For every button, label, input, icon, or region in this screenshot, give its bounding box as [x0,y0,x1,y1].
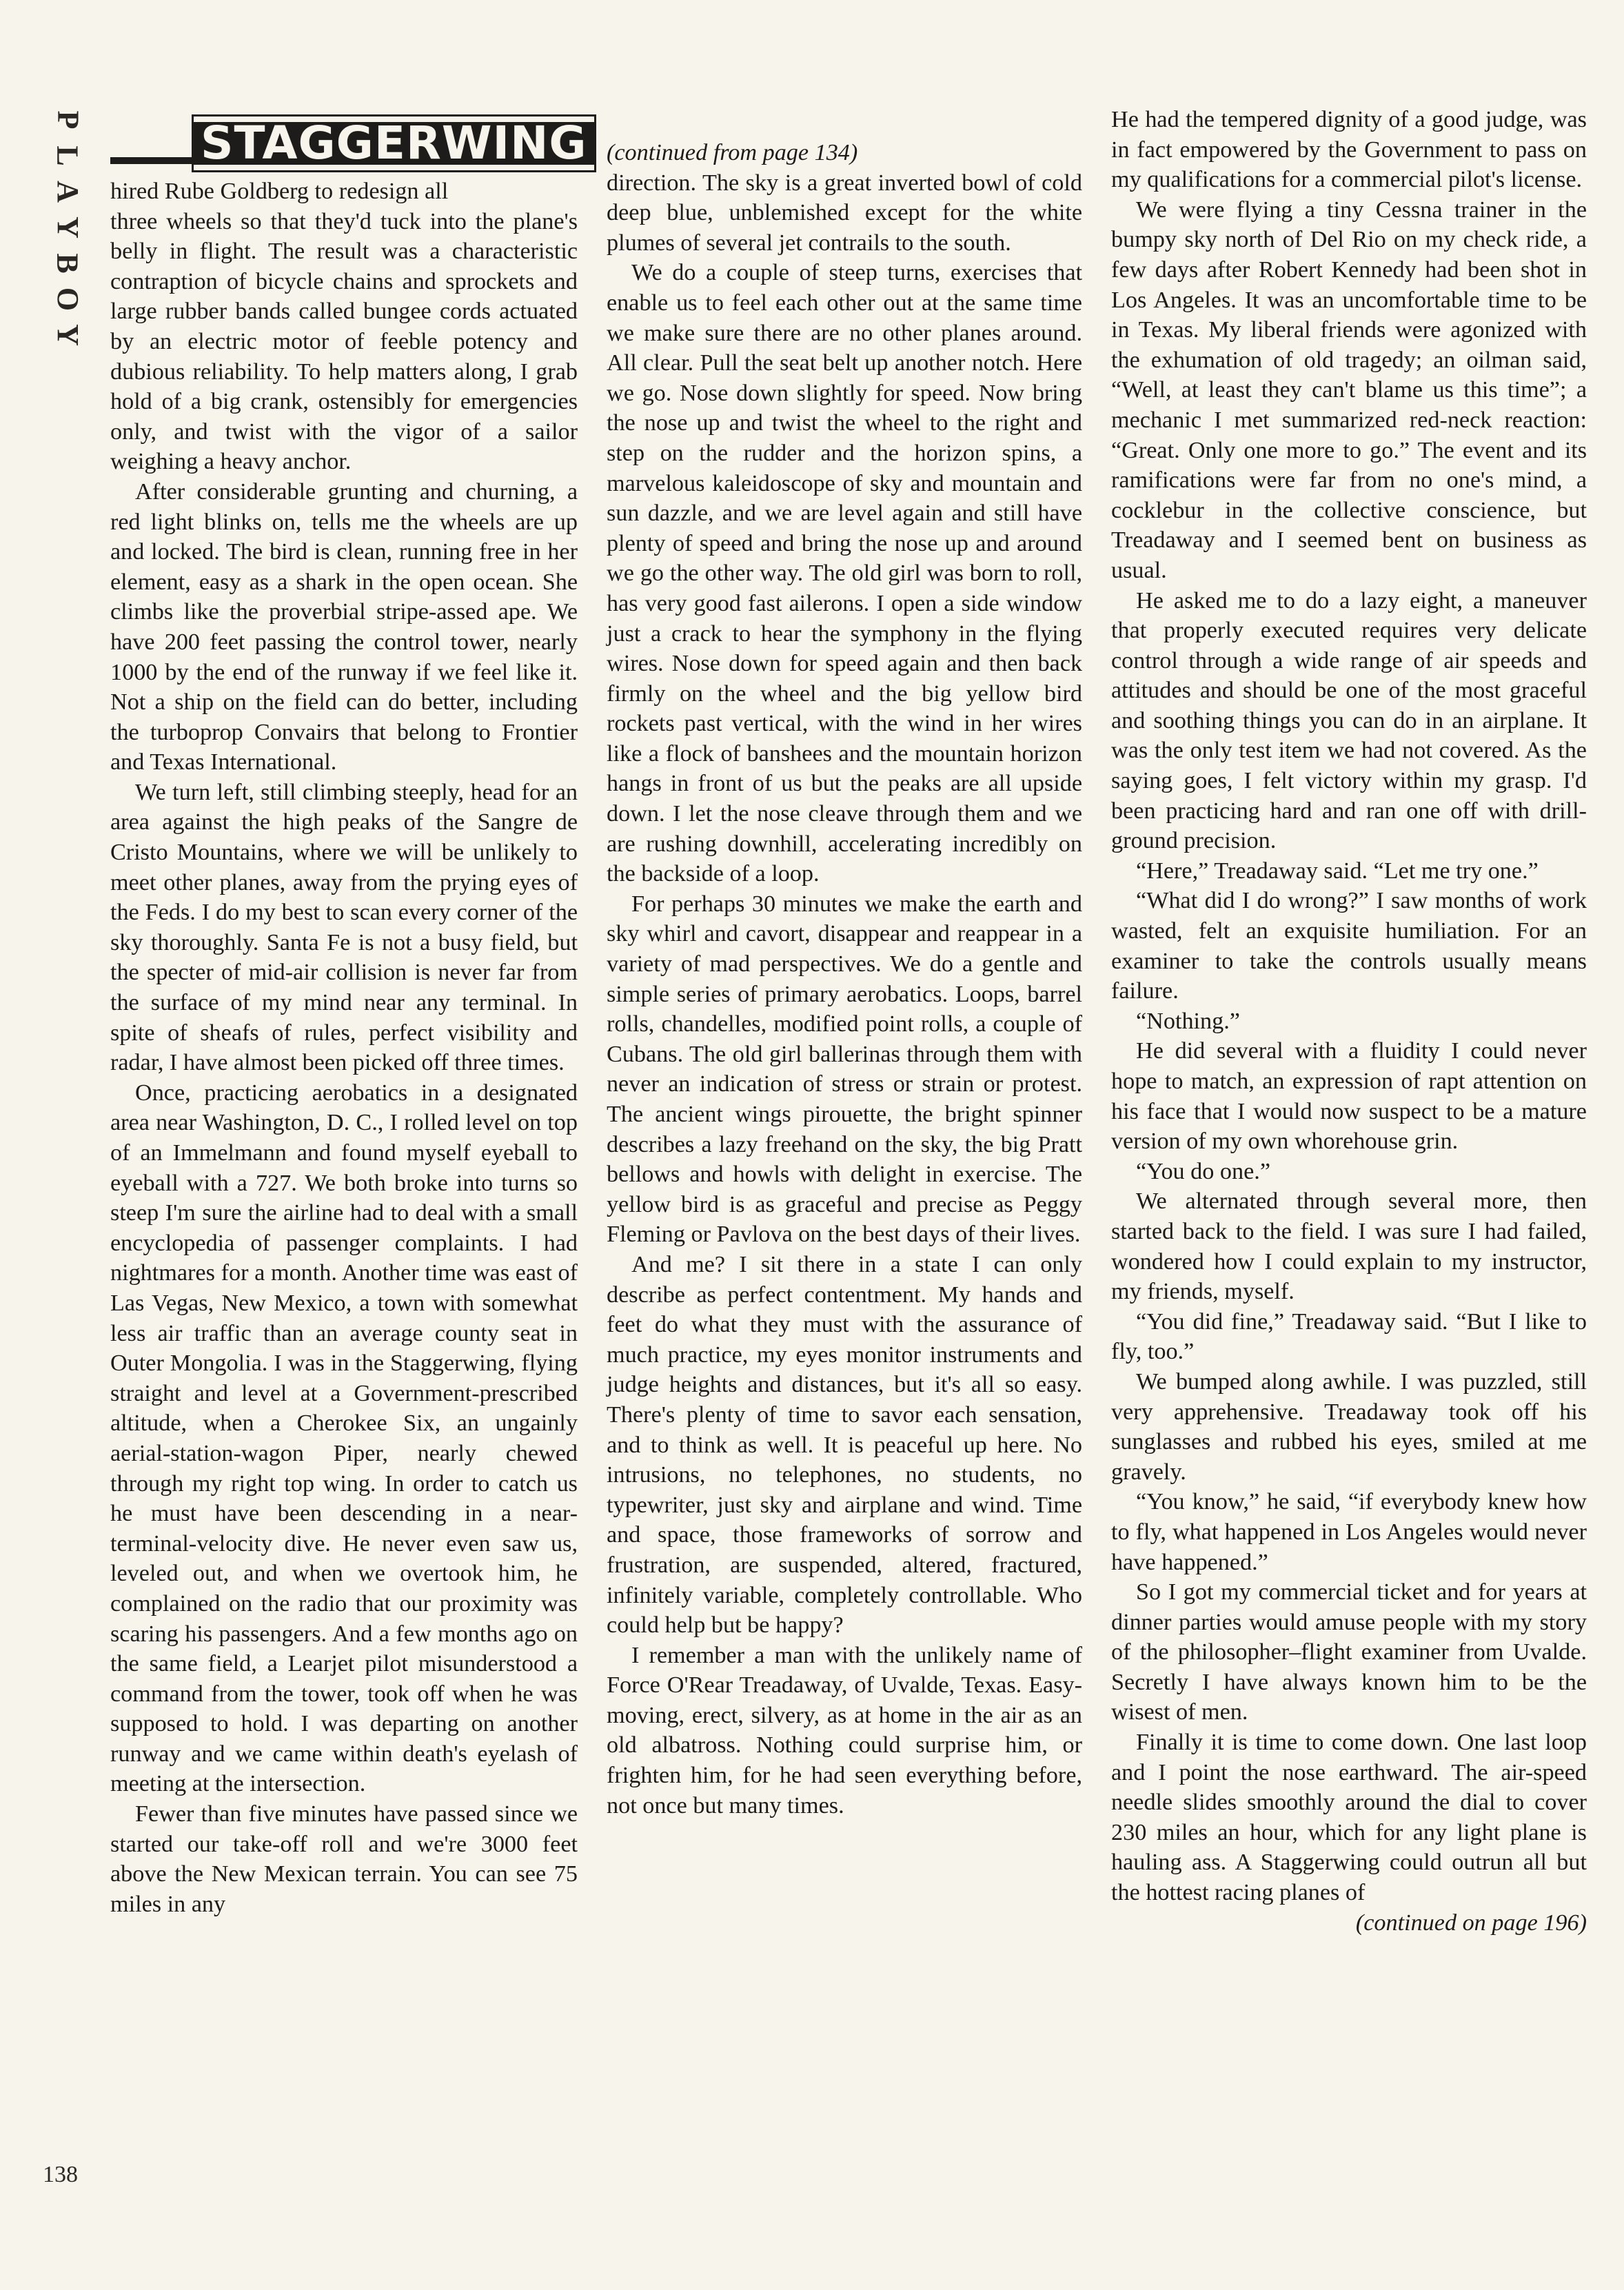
magazine-name-letter: Y [51,216,85,239]
paragraph: Fewer than five minutes have passed since we started our take-off roll and we're 3000 feet above the New Mexican terrain. You can see 75 miles in any [110,1801,578,1917]
continued-on-note: (continued on page 196) [1355,1909,1587,1936]
paragraph: Once, practicing aerobatics in a designated area near Washington, D. C., I rolled level on top of an Immelmann and found myself eyeball to eyeball with a 727. We both broke into turns so steep I'm sure the airline had to deal with a small encyclopedia of passenger complaints. I had nightmares for a month. Another time was east of Las Vegas, New Mexico, a town with somewhat less air traffic than an average county seat in Outer Mongolia. I was in the Staggerwing, flying straight and level at a Government-prescribed altitude, when a Cherokee Six, an ungainly aerial-station-wagon Piper, nearly chewed through my right top wing. In order to catch us he must have been descending in a near-terminal-velocity dive. He never even saw us, leveled out, and when we overtook him, he complained on the radio that our proximity was scaring his passengers. And a few months ago on the same field, a Learjet pilot misunderstood a command from the tower, took off when he was supposed to hold. I was departing on another runway and we came within death's eyelash of meeting at the intersection. [110,1080,578,1797]
paragraph: He did several with a fluidity I could never hope to match, an expression of rapt attention on his face that I would now suspect to be a mature version of my own whorehouse grin. [1111,1038,1587,1155]
magazine-name-letter: O [50,287,85,312]
magazine-name-letter: A [51,181,85,203]
magazine-name-letter: B [50,253,85,274]
paragraph: He had the tempered dignity of a good judge, was in fact empowered by the Government to pass on my qualifications for a commercial pilot's license. [1111,107,1587,193]
article-logo-text: STAGGERWING [192,114,596,172]
paragraph: “Nothing.” [1136,1008,1240,1034]
paragraph: “You did fine,” Treadaway said. “But I like to fly, too.” [1111,1308,1587,1365]
text-column-3 [1111,0,1587,2290]
paragraph: We do a couple of steep turns, exercises that enable us to feel each other out at the same time we make sure there are no other planes around. All clear. Pull the seat belt up another notch. Here we go. Nose down slightly for speed. Now bring the nose up and twist the wheel to the right and step on the rudder and the horizon spins, a marvelous kaleidoscope of sky and mountain and sun dazzle, and we are level again and still have plenty of speed and bring the nose up and around we go the other way. The old girl was born to roll, has very good fast ailerons. I open a side window just a crack to hear the symphony in the flying wires. Nose down for speed again and then back firmly on the wheel and the big yellow bird rockets past vertical, with the wind in her wires like a flock of banshees and the mountain horizon hangs in front of us but the peaks are all upside down. I let the nose cleave through them and we are rushing downhill, accelerating incredibly on the backside of a loop. [607,260,1082,887]
magazine-name-letter: Y [51,324,85,346]
paragraph: “Here,” Treadaway said. “Let me try one.” [1136,858,1539,884]
column1-first-line: hired Rube Goldberg to redesign all [110,179,449,204]
paragraph: Finally it is time to come down. One last loop and I point the nose earthward. The air-speed needle slides smoothly around the dial to cover 230 miles an hour, which for any light plane is hauling ass. A Staggerwing could outrun all but the hottest racing planes of [1111,1730,1587,1906]
paragraph: I remember a man with the unlikely name of Force O'Rear Treadaway, of Uvalde, Texas. Easy-moving, erect, silvery, as at home in the air as an old albatross. Nothing could surprise him, or frighten him, for he had seen everything before, not once but many times. [607,1642,1082,1818]
paragraph: He asked me to do a lazy eight, a maneuver that properly executed requires very delicate control through a wide range of air speeds and attitudes and should be one of the most graceful and soothing things you can do in an airplane. It was the only test item we had not covered. As the saying goes, I felt victory within my grasp. I'd been practicing hard and ran one off with drill-ground precision. [1111,587,1587,854]
paragraph: We were flying a tiny Cessna trainer in the bumpy sky north of Del Rio on my check ride, a few days after Robert Kennedy had been shot in Los Angeles. It was an uncomfortable time to be in Texas. My liberal friends were agonized with the exhumation of old tragedy; an oilman said, “Well, at least they can't blame us this time”; a mechanic I met summarized red-neck reaction: “Great. Only one more to go.” The event and its ramifications were far from no one's mind, a cocklebur in the collective conscience, but Treadaway and I seemed bent on business as usual. [1111,196,1587,583]
continued-from-note: (continued from page 134) [607,140,858,165]
magazine-name-letter: L [50,145,85,166]
paragraph: We alternated through several more, then started back to the field. I was sure I had failed, wondered how I could explain to my instructor, my friends, myself. [1111,1188,1587,1305]
paragraph: “You know,” he said, “if everybody knew how to fly, what happened in Los Angeles would never have happened.” [1111,1489,1587,1575]
paragraph: direction. The sky is a great inverted bowl of cold deep blue, unblemished except for the white plumes of several jet contrails to the south. [607,170,1082,256]
paragraph: So I got my commercial ticket and for years at dinner parties would amuse people with my story of the philosopher–flight examiner from Uvalde. Secretly I have always known him to be the wisest of men. [1111,1579,1587,1725]
text-column-1 [110,0,578,2290]
magazine-name-letter: P [50,110,85,130]
paragraph: For perhaps 30 minutes we make the earth and sky whirl and cavort, disappear and reappear in a variety of mad perspectives. We do a gentle and simple series of primary aerobatics. Loops, barrel rolls, chandelles, modified point rolls, a couple of Cubans. The old girl ballerinas through them with never an indication of stress or strain or protest. The ancient wings pirouette, the bright spinner describes a lazy freehand on the sky, the big Pratt bellows and howls with delight in exercise. The yellow bird is as graceful and precise as Peggy Fleming or Pavlova on the best days of their lives. [607,891,1082,1248]
text-column-2 [607,0,1082,2290]
paragraph: We turn left, still climbing steeply, head for an area against the high peaks of the Sangre de Cristo Mountains, where we will be unlikely to meet other planes, away from the prying eyes of the Feds. I do my best to scan every corner of the sky thoroughly. Santa Fe is not a busy field, but the specter of mid-air collision is never far from the surface of my mind near any terminal. In spite of sheafs of rules, perfect visibility and radar, I have almost been picked off three times. [110,779,578,1076]
page-number: 138 [43,2162,78,2187]
magazine-name-vertical [40,102,95,353]
paragraph: “You do one.” [1136,1158,1270,1184]
paragraph: We bumped along awhile. I was puzzled, still very apprehensive. Treadaway took off his sunglasses and rubbed his eyes, smiled at me gravely. [1111,1368,1587,1485]
paragraph: three wheels so that they'd tuck into the plane's belly in flight. The result was a characteristic contraption of bicycle chains and sprockets and large rubber bands called bungee cords actuated by an electric motor of feeble potency and dubious reliability. To help matters along, I grab hold of a big crank, ostensibly for emergencies only, and twist with the vigor of a sailor weighing a heavy anchor. [110,208,578,475]
paragraph: After considerable grunting and churning, a red light blinks on, tells me the wheels are up and locked. The bird is clean, running free in her element, easy as a shark in the open ocean. She climbs like the proverbial stripe-assed ape. We have 200 feet passing the control tower, nearly 1000 by the end of the runway if we feel like it. Not a ship on the field can do better, including the turboprop Convairs that belong to Frontier and Texas International. [110,478,578,776]
paragraph: And me? I sit there in a state I can only describe as perfect contentment. My hands and feet do what they must with the assurance of much practice, my eyes monitor instruments and judge heights and distances, but it's all so easy. There's plenty of time to savor each sensation, and to think as well. It is peaceful up here. No intrusions, no telephones, no students, no typewriter, just sky and airplane and wind. Time and space, those frameworks of sorrow and frustration, are suspended, altered, fractured, infinitely variable, completely controllable. Who could help but be happy? [607,1251,1082,1639]
paragraph: “What did I do wrong?” I saw months of work wasted, felt an exquisite humiliation. For an examiner to take the controls usually means failure. [1111,888,1587,1004]
